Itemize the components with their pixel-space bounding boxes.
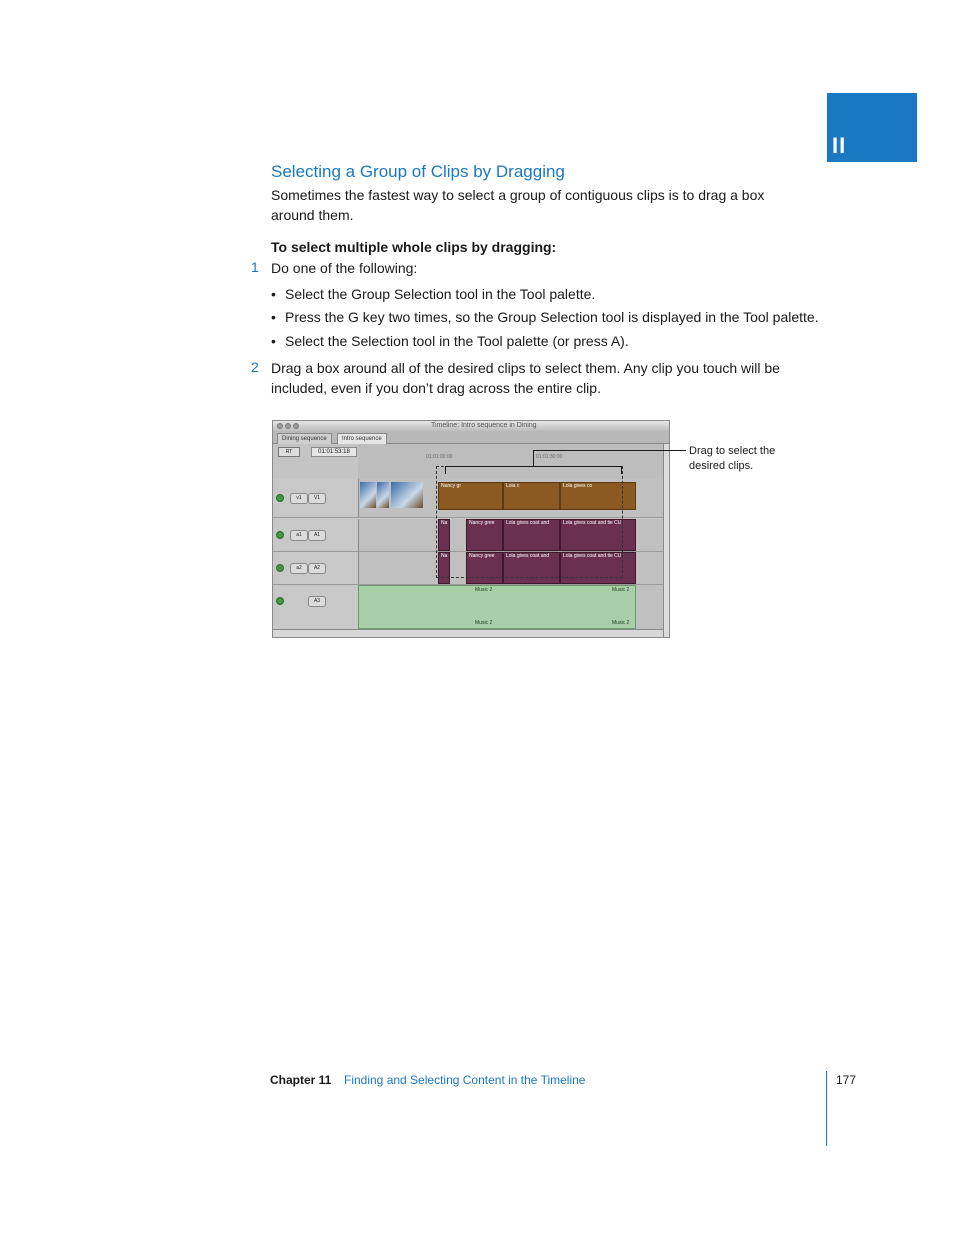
sequence-tabs bbox=[273, 431, 669, 444]
source-patch[interactable]: v1 bbox=[290, 493, 308, 504]
bullet-item: • Select the Selection tool in the Tool palette (or press A). bbox=[271, 333, 629, 349]
ruler-tick: 01:01:00:00 bbox=[426, 454, 453, 460]
timecode-field[interactable]: 01:01:53:18 bbox=[311, 447, 357, 457]
clip-label: Lola gives coat and tie CU bbox=[563, 553, 622, 559]
step-2-line-2: included, even if you don’t drag across the entire clip. bbox=[271, 380, 601, 396]
callout-text bbox=[689, 444, 799, 474]
callout-leader bbox=[533, 450, 534, 466]
close-button[interactable] bbox=[277, 423, 283, 429]
callout-bracket bbox=[445, 466, 622, 467]
bullet-text: Select the Group Selection tool in the Tool palette. bbox=[285, 286, 596, 302]
callout-leader bbox=[533, 450, 686, 451]
horizontal-scrollbar[interactable] bbox=[273, 629, 663, 638]
selection-marquee bbox=[436, 466, 623, 578]
track-header bbox=[273, 552, 359, 584]
step-1-number: 1 bbox=[251, 259, 259, 275]
callout-line-2: desired clips. bbox=[689, 460, 754, 472]
callout-bracket bbox=[445, 466, 446, 474]
section-heading: Selecting a Group of Clips by Dragging bbox=[271, 162, 565, 181]
video-thumbnail bbox=[360, 482, 376, 508]
video-thumbnail bbox=[377, 482, 389, 508]
footer-chapter-title: Finding and Selecting Content in the Timeline bbox=[344, 1073, 586, 1087]
track-a3 bbox=[273, 585, 663, 630]
bullet-text: Select the Selection tool in the Tool palette (or press A). bbox=[285, 333, 629, 349]
part-tab-label: II bbox=[832, 133, 847, 158]
step-2-line-1: Drag a box around all of the desired clips to select them. Any clip you touch will be bbox=[271, 360, 780, 376]
footer-chapter: Chapter 11 bbox=[270, 1073, 332, 1087]
footer-divider bbox=[826, 1071, 827, 1146]
source-patch[interactable]: a1 bbox=[290, 530, 308, 541]
callout-line-1: Drag to select the bbox=[689, 445, 776, 457]
window-titlebar bbox=[273, 421, 669, 431]
bullet-item: • Press the G key two times, so the Group Selection tool is displayed in the Tool palette. bbox=[271, 309, 819, 325]
clip-label: Lola gives co bbox=[563, 483, 593, 489]
tab-dining-sequence[interactable]: Dining sequence bbox=[277, 433, 332, 444]
clip-label: Lola gives coat and bbox=[506, 520, 550, 526]
callout-bracket bbox=[621, 466, 622, 474]
clip-label: Lola gives coat and tie CU bbox=[563, 520, 622, 526]
destination-patch[interactable]: V1 bbox=[308, 493, 326, 504]
ruler-tick: 01:01:30:00 bbox=[536, 454, 563, 460]
destination-patch[interactable]: A2 bbox=[308, 563, 326, 574]
track-header bbox=[273, 519, 359, 551]
clip-label: Na bbox=[441, 553, 448, 559]
procedure-title: To select multiple whole clips by dragging: bbox=[271, 239, 557, 255]
step-2-number: 2 bbox=[251, 359, 259, 375]
bullet-text: Press the G key two times, so the Group Selection tool is displayed in the Tool palette. bbox=[285, 309, 819, 325]
clip-label: Na bbox=[441, 520, 448, 526]
clip-label: Music 2 bbox=[612, 587, 630, 593]
source-patch[interactable]: a2 bbox=[290, 563, 308, 574]
step-1-text: Do one of the following: bbox=[271, 260, 418, 276]
window-title: Timeline: Intro sequence in Dining bbox=[431, 422, 537, 429]
destination-patch[interactable]: A1 bbox=[308, 530, 326, 541]
tab-intro-sequence[interactable]: Intro sequence bbox=[337, 433, 387, 444]
clip-label: Nancy gree bbox=[469, 520, 495, 526]
destination-patch[interactable]: A3 bbox=[308, 596, 326, 607]
clip-label: Music 2 bbox=[612, 620, 630, 626]
speaker-icon[interactable] bbox=[276, 597, 284, 605]
vertical-scrollbar[interactable] bbox=[663, 444, 670, 638]
track-visibility-icon[interactable] bbox=[276, 494, 284, 502]
clip-label: Lola gives coat and bbox=[506, 553, 550, 559]
clip-label: Nancy gree bbox=[469, 553, 495, 559]
bullet-item: • Select the Group Selection tool in the Tool palette. bbox=[271, 286, 596, 302]
zoom-button[interactable] bbox=[293, 423, 299, 429]
part-tab bbox=[827, 93, 917, 162]
timeline-controls bbox=[273, 444, 358, 479]
clip-label: Music 2 bbox=[475, 620, 493, 626]
speaker-icon[interactable] bbox=[276, 531, 284, 539]
page-number: 177 bbox=[836, 1073, 857, 1087]
rt-menu[interactable]: RT bbox=[278, 447, 300, 457]
video-thumbnail bbox=[391, 482, 423, 508]
track-header bbox=[273, 479, 359, 517]
timeline-screenshot bbox=[272, 420, 670, 638]
intro-line-1: Sometimes the fastest way to select a group of contiguous clips is to drag a box bbox=[271, 187, 765, 203]
track-header bbox=[273, 585, 359, 629]
clip-label: Music 2 bbox=[475, 587, 493, 593]
clip-label: Lola c bbox=[506, 483, 520, 489]
music-clip[interactable] bbox=[358, 585, 636, 629]
speaker-icon[interactable] bbox=[276, 564, 284, 572]
minimize-button[interactable] bbox=[285, 423, 291, 429]
intro-line-2: around them. bbox=[271, 207, 354, 223]
clip-label: Nancy gr bbox=[441, 483, 462, 489]
